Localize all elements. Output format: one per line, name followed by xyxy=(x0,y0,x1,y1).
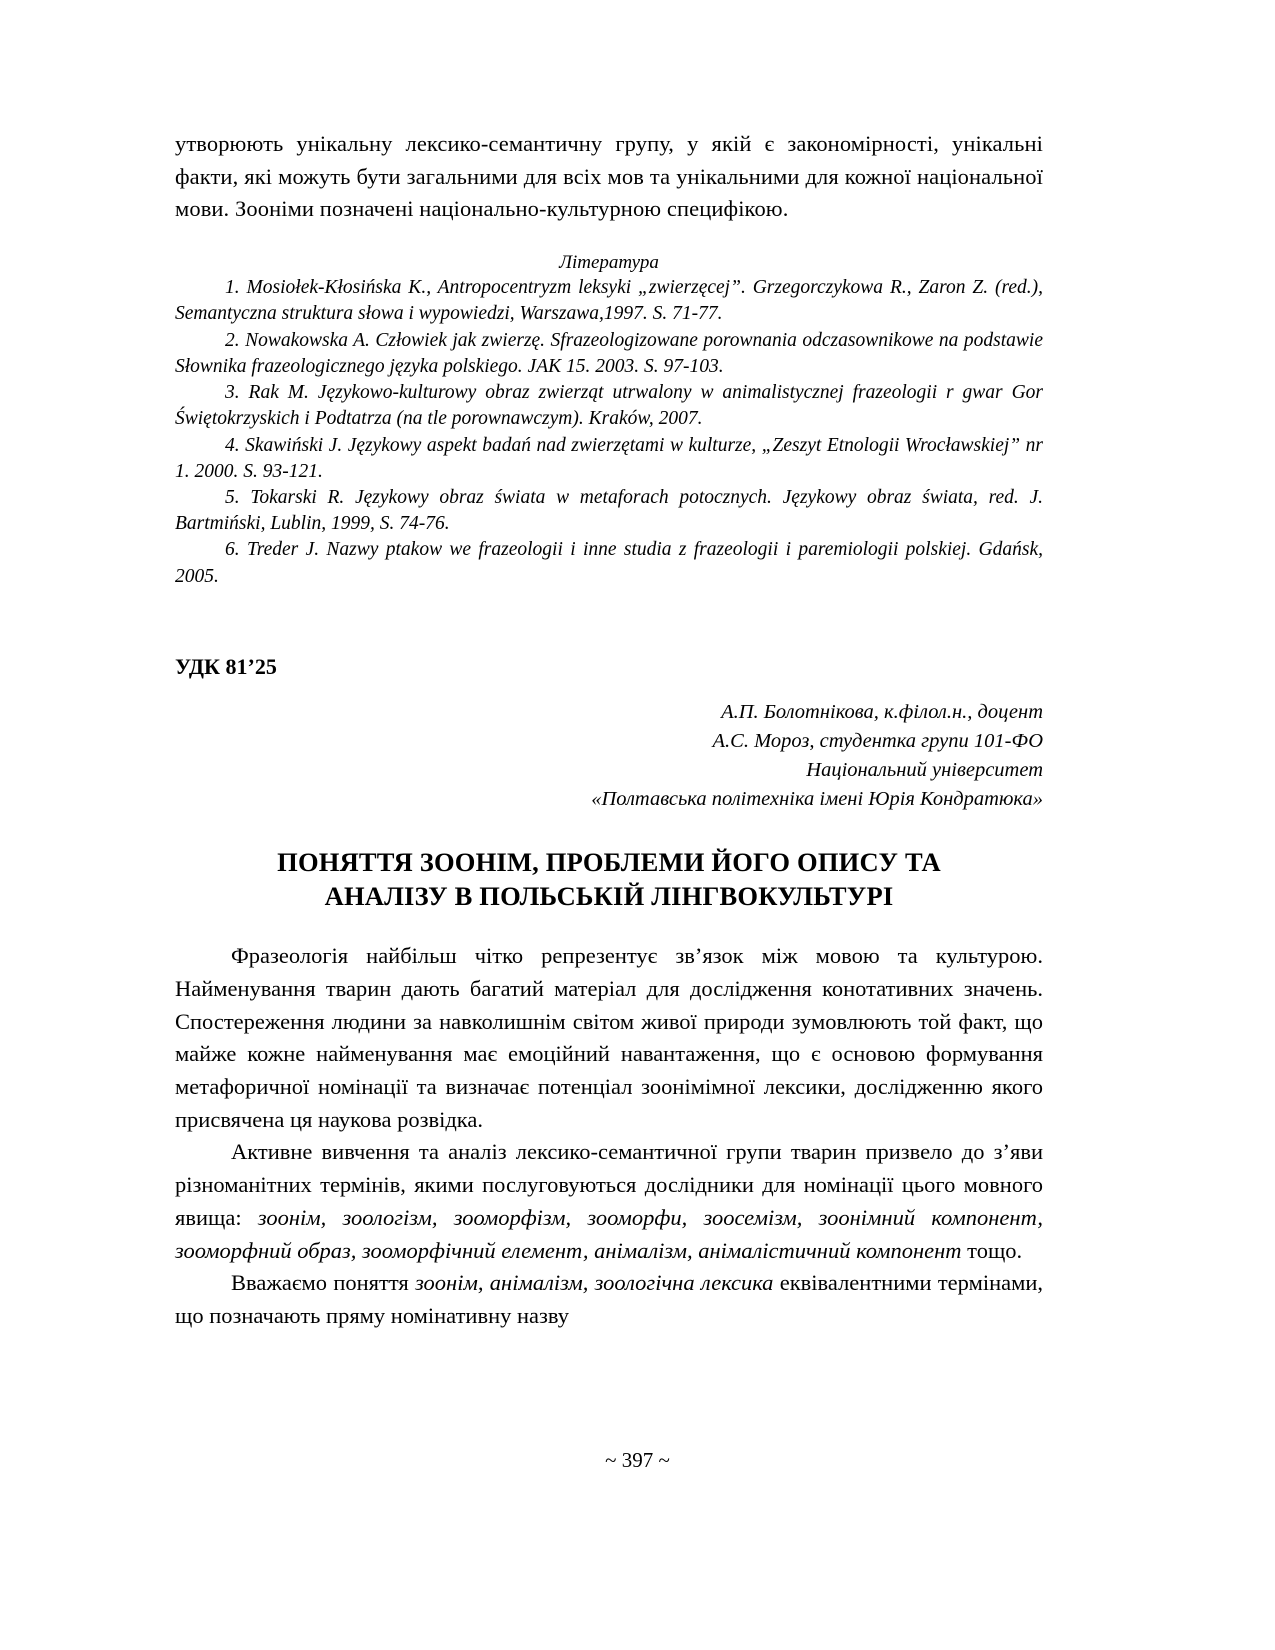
affiliation-line: «Полтавська політехніка імені Юрія Кондратюка» xyxy=(591,788,1043,811)
bibliography-item: 2. Nowakowska A. Człowiek jak zwierzę. Sfrazeologizowane porownania odczasownikowe na podstawie Słownika frazeologicznego języka polskiego. JAK 15. 2003. S. 97-103. xyxy=(175,329,1043,377)
article-title xyxy=(175,846,1043,914)
author-block xyxy=(175,698,1043,814)
author-line: А.П. Болотнікова, к.філол.н., доцент xyxy=(721,700,1043,723)
udk-code: УДК 81’25 xyxy=(175,653,277,679)
paragraph-text: тощо. xyxy=(961,1237,1023,1263)
page-content xyxy=(175,128,1043,1333)
paragraph-text: Вважаємо поняття xyxy=(231,1270,416,1296)
intro-paragraph: утворюють унікальну лексико-семантичну групу, у якій є закономірності, унікальні факти, які можуть бути загальними для всіх мов та унікальними для кожної національної мови. Зооніми позначені національно-культурною специфікою. xyxy=(175,131,1043,222)
body-paragraph xyxy=(175,1136,1043,1267)
bibliography-item: 3. Rak M. Językowo-kulturowy obraz zwierząt utrwalony w animalistycznej frazeologii r gwar Gor Świętokrzyskich i Podtatrza (na tle porownawczym). Kraków, 2007. xyxy=(175,382,1043,430)
paragraph-text: Активне вивчення та аналіз лексико-семантичної групи тварин призвело до з’яви різноманітних термінів, якими послуговуються дослідники для номінації цього мовного явища: xyxy=(175,1139,1043,1230)
paragraph-text: еквівалентними термінами, що позначають пряму номінативну назву xyxy=(175,1270,1044,1329)
article-title-line-1: ПОНЯТТЯ ЗООНІМ, ПРОБЛЕМИ ЙОГО ОПИСУ ТА xyxy=(277,847,941,878)
bibliography-list xyxy=(175,275,1043,590)
article-body xyxy=(175,940,1043,1333)
paragraph-terms: зоонім, зоологізм, зооморфізм, зооморфи, зоосемізм, зоонімний компонент, зооморфний образ, зооморфічний елемент, анімалізм, анімалістичний компонент xyxy=(175,1204,1043,1263)
author-line: А.С. Мороз, студентка групи 101-ФО xyxy=(712,729,1043,752)
bibliography-heading: Література xyxy=(559,252,659,274)
bibliography-item: 6. Treder J. Nazwy ptakow we frazeologii i inne studia z frazeologii i paremiologii polskiej. Gdańsk, 2005. xyxy=(175,539,1043,587)
bibliography-item: 5. Tokarski R. Językowy obraz świata w metaforach potocznych. Językowy obraz świata, red. J. Bartmiński, Lublin, 1999, S. 74-76. xyxy=(175,486,1043,535)
udk-block xyxy=(175,654,1043,680)
bibliography-item: 1. Mosiołek-Kłosińska K., Antropocentryzm leksyki „zwierzęcej”. Grzegorczykowa R., Zaron Z. (red.), Semantyczna struktura słowa i wypowiedzi, Warszawa,1997. S. 71-77. xyxy=(175,277,1043,325)
page-number: ~ 397 ~ xyxy=(605,1448,670,1472)
article-title-line-2: АНАЛІЗУ В ПОЛЬСЬКІЙ ЛІНГВОКУЛЬТУРІ xyxy=(324,881,894,912)
affiliation-line: Національний університет xyxy=(806,759,1043,782)
body-paragraph xyxy=(175,1267,1043,1332)
body-paragraph: Фразеологія найбільш чітко репрезентує зв’язок між мовою та культурою. Найменування тварин дають багатий матеріал для дослідження конотативних значень. Спостереження людини за навколишнім світом живої природи зумовлюють той факт, що майже кожне найменування має емоційний навантаження, що є основою формування метафоричної номінації та визначає потенціал зоонімімної лексики, дослідженню якого присвячена ця наукова розвідка. xyxy=(175,943,1043,1132)
bibliography-item: 4. Skawiński J. Językowy aspekt badań nad zwierzętami w kulturze, „Zeszyt Etnologii Wrocławskiej” nr 1. 2000. S. 93-121. xyxy=(175,434,1043,482)
paragraph-terms: зоонім, анімалізм, зоологічна лексика xyxy=(415,1270,774,1296)
